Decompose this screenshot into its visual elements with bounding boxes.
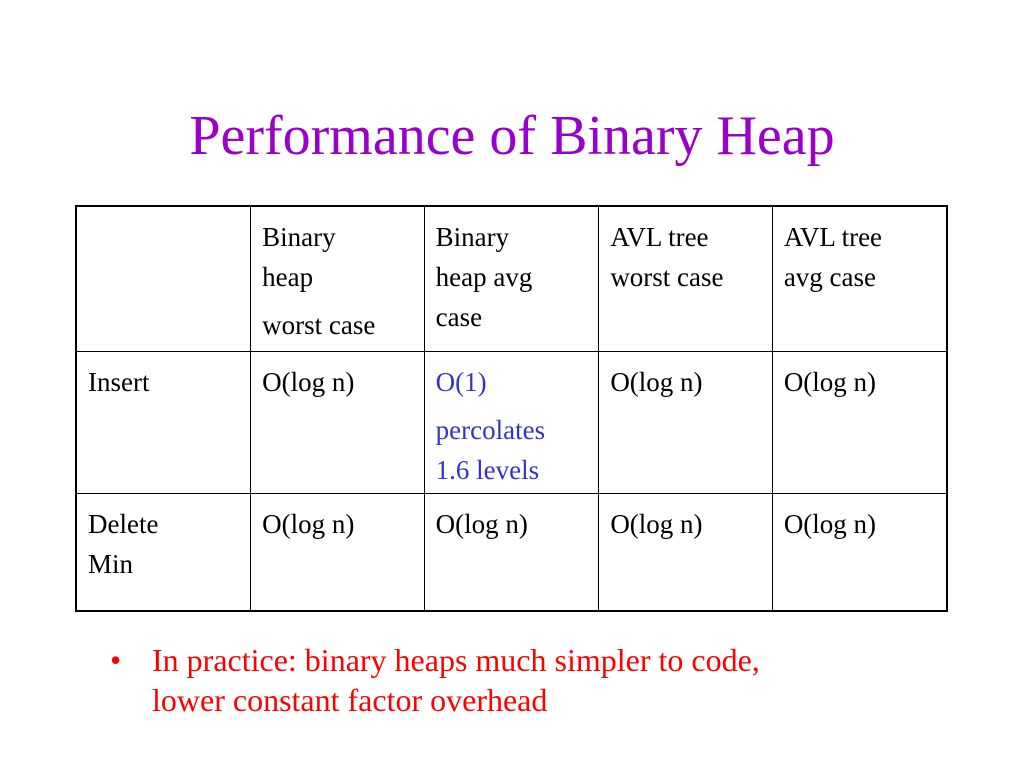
cell-insert-binary-avg [424,351,599,493]
header-text: worst case [610,262,724,292]
header-text: AVL tree [610,222,709,252]
bullet-marker: • [110,642,122,678]
header-text: heap [262,262,314,292]
cell-delete-binary-worst: O(log n) [251,493,425,611]
cell-text-highlight: O(1) [435,366,487,397]
header-text: case [435,302,483,332]
header-binary-heap-worst [251,206,425,351]
header-text: Binary [262,222,336,252]
header-avl-worst [599,206,773,351]
cell-delete-avl-worst: O(log n) [599,493,773,611]
header-text: Binary [435,222,510,252]
row-label-delete-min [76,493,251,611]
cell-insert-binary-worst: O(log n) [251,351,425,493]
bullet-text: In practice: binary heaps much simpler to code, [152,642,760,678]
table-row-delete-min [76,493,947,611]
header-text: heap avg [435,262,533,292]
cell-text-highlight: percolates [435,414,546,445]
header-corner-cell [76,206,251,351]
cell-delete-binary-avg: O(log n) [424,493,599,611]
cell-delete-avl-avg: O(log n) [772,493,947,611]
slide-title: Performance of Binary Heap [189,105,835,167]
bullet-point [110,640,1012,720]
bullet-text: lower constant factor overhead [152,682,548,718]
cell-insert-avl-avg: O(log n) [772,351,947,493]
cell-text-highlight: 1.6 levels [435,454,540,485]
cell-insert-avl-worst: O(log n) [599,351,773,493]
table-header-row [76,206,947,351]
performance-table [75,205,948,612]
row-label-insert: Insert [76,351,251,493]
header-text: avg case [783,262,877,292]
header-avl-avg [772,206,947,351]
header-text: AVL tree [783,222,883,252]
header-text: worst case [262,310,376,340]
row-label-text: Delete [88,508,159,539]
table-row-insert [76,351,947,493]
header-binary-heap-avg [424,206,599,351]
row-label-text: Min [88,548,134,579]
